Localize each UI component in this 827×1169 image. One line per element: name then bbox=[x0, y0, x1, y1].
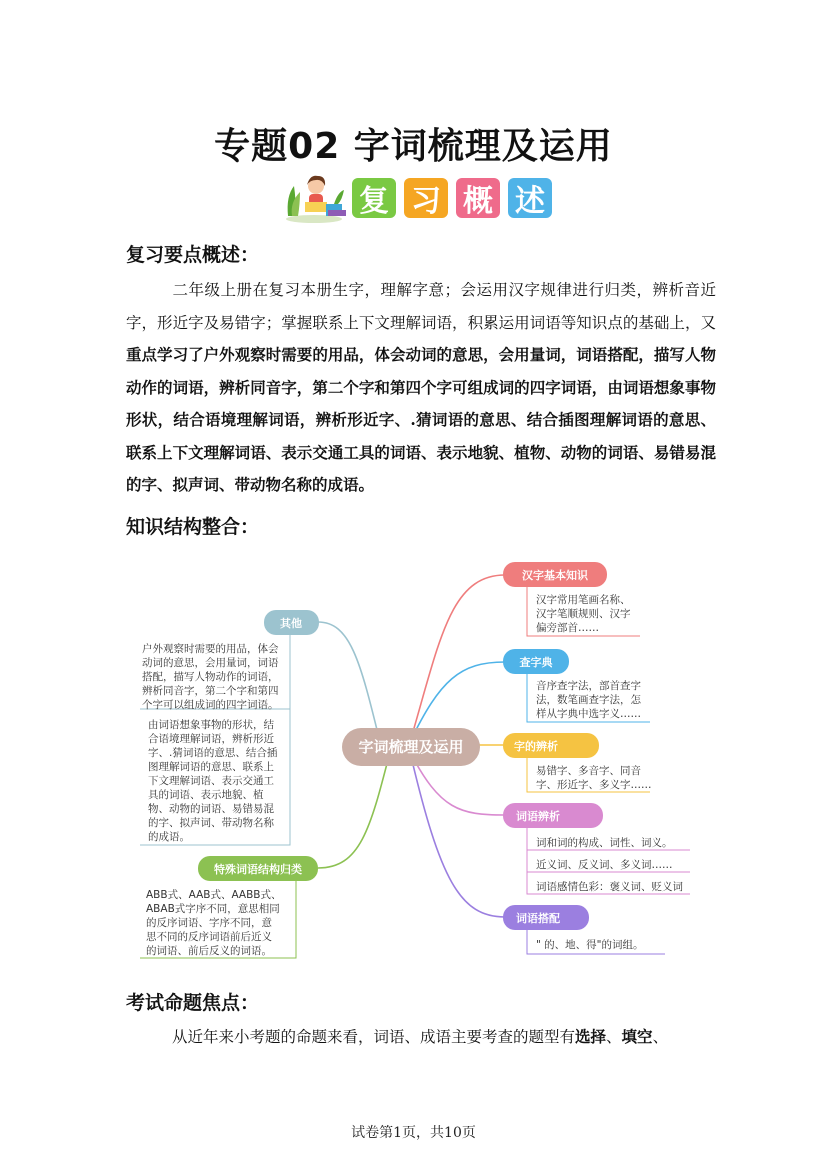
dictionary-line-2: 法，数笔画查字法，怎 bbox=[536, 694, 641, 706]
banner-char-3: 概 bbox=[456, 178, 500, 218]
other-1-line-4: 辨析同音字，第二个字和第四 bbox=[142, 685, 279, 697]
section-heading-exam-focus: 考试命题焦点： bbox=[126, 992, 260, 1014]
page-footer: 试卷第1页，共10页 bbox=[351, 1125, 476, 1141]
node-other-label: 其他 bbox=[280, 617, 302, 630]
hanzi-basics-line-1: 汉字常用笔画名称、 bbox=[536, 594, 631, 606]
other-2-line-4: 图理解词语的意思、联系上 bbox=[148, 761, 274, 773]
node-dictionary-label: 查字典 bbox=[519, 656, 553, 669]
mindmap-center-label: 字词梳理及运用 bbox=[358, 738, 464, 756]
banner-char-2: 习 bbox=[404, 178, 448, 218]
node-special-structure-label: 特殊词语结构归类 bbox=[214, 863, 302, 876]
other-1-line-1: 户外观察时需要的用品，体会 bbox=[142, 643, 279, 655]
node-hanzi-basics-label: 汉字基本知识 bbox=[522, 569, 588, 582]
special-line-5: 的词语、前后反义的词语。 bbox=[146, 945, 272, 957]
other-2-line-9: 的成语。 bbox=[148, 831, 190, 843]
other-2-line-8: 的字、拟声词、带动物名称 bbox=[148, 817, 274, 829]
other-2-line-3: 字、.猜词语的意思、结合插 bbox=[148, 747, 278, 759]
other-1-line-3: 搭配，描写人物动作的词语， bbox=[142, 671, 279, 683]
banner-char-1: 复 bbox=[352, 178, 396, 218]
other-1-line-5: 个字可以组成词的四字词语。 bbox=[142, 699, 279, 711]
section-heading-overview: 复习要点概述： bbox=[126, 244, 260, 266]
overview-text: 二年级上册在复习本册生字，理解字意；会运用汉字规律进行归类，辨析音近字，形近字及易错字；掌握联系上下文理解词语，积累运用词语等知识点的基础上，又 bbox=[126, 281, 716, 332]
other-block-1 bbox=[142, 642, 279, 711]
section-heading-structure: 知识结构整合： bbox=[126, 516, 260, 538]
node-word-analysis-label: 词语辨析 bbox=[516, 810, 560, 823]
hanzi-basics-line-3: 偏旁部首…… bbox=[536, 622, 599, 634]
other-2-line-7: 物、动物的词语、易错易混 bbox=[148, 803, 274, 815]
exam-focus-text: 从近年来小考题的命题来看，词语、成语主要考查的题型有 bbox=[172, 1028, 576, 1046]
word-analysis-line-2: 近义词、反义词、多义词…… bbox=[536, 859, 673, 871]
other-block-2 bbox=[148, 718, 278, 843]
other-2-line-5: 下文理解词语、表示交通工 bbox=[148, 775, 274, 787]
exam-focus-end: 、 bbox=[652, 1028, 669, 1046]
special-line-2: ABAB式字序不同，意思相同 bbox=[146, 903, 280, 915]
page-title: 专题02 字词梳理及运用 bbox=[214, 126, 613, 167]
word-collocation-line-1: " 的、地、得"的词组。 bbox=[536, 939, 644, 951]
word-analysis-line-1: 词和词的构成、词性、词义。 bbox=[536, 837, 673, 849]
other-2-line-1: 由词语想象事物的形状，结 bbox=[148, 719, 274, 731]
overview-emphasis: 重点学习了户外观察时需要的用品，体会动词的意思，会用量词，词语搭配，描写人物动作的词语，辨析同音字，第二个字和第四个字可组成词的四字词语，由词语想象事物形状，结合语境理解词语，辨析形近字、.猜词语的意思、结合插图理解词语的意思、联系上下文理解词语、表示交通工具的词语、表示地貌、植物、动物的词语、易错易混的字、拟声词、带动物名称的成语。 bbox=[126, 345, 716, 494]
hanzi-basics-line-2: 汉字笔顺规则、汉字 bbox=[536, 608, 631, 620]
other-2-line-6: 具的词语、表示地貌、植 bbox=[148, 789, 264, 801]
node-char-analysis-label: 字的辨析 bbox=[514, 740, 558, 753]
special-line-3: 的反序词语、字序不同，意 bbox=[146, 917, 272, 929]
other-2-line-2: 合语境理解词语，辨析形近 bbox=[148, 733, 274, 745]
char-analysis-line-2: 字、形近字、多义字…… bbox=[536, 779, 652, 791]
exam-focus-paragraph bbox=[126, 1021, 716, 1054]
node-word-collocation-label: 词语搭配 bbox=[516, 912, 560, 925]
other-1-line-2: 动词的意思，会用量词，词语 bbox=[142, 657, 279, 669]
exam-focus-bold-b: 填空 bbox=[621, 1027, 653, 1046]
exam-focus-sep: 、 bbox=[606, 1028, 622, 1046]
special-line-1: ABB式、AAB式、AABB式、 bbox=[146, 889, 282, 901]
special-line-4: 思不同的反序词语前后近义 bbox=[146, 931, 272, 943]
char-analysis-line-1: 易错字、多音字、同音 bbox=[536, 765, 641, 777]
dictionary-line-1: 音序查字法，部首查字 bbox=[536, 680, 641, 692]
banner-char-4: 述 bbox=[508, 178, 552, 218]
word-analysis-line-3: 词语感情色彩：褒义词、贬义词 bbox=[536, 881, 683, 893]
dictionary-line-3: 样从字典中选字义…… bbox=[536, 708, 641, 720]
exam-focus-bold-a: 选择 bbox=[575, 1027, 607, 1046]
